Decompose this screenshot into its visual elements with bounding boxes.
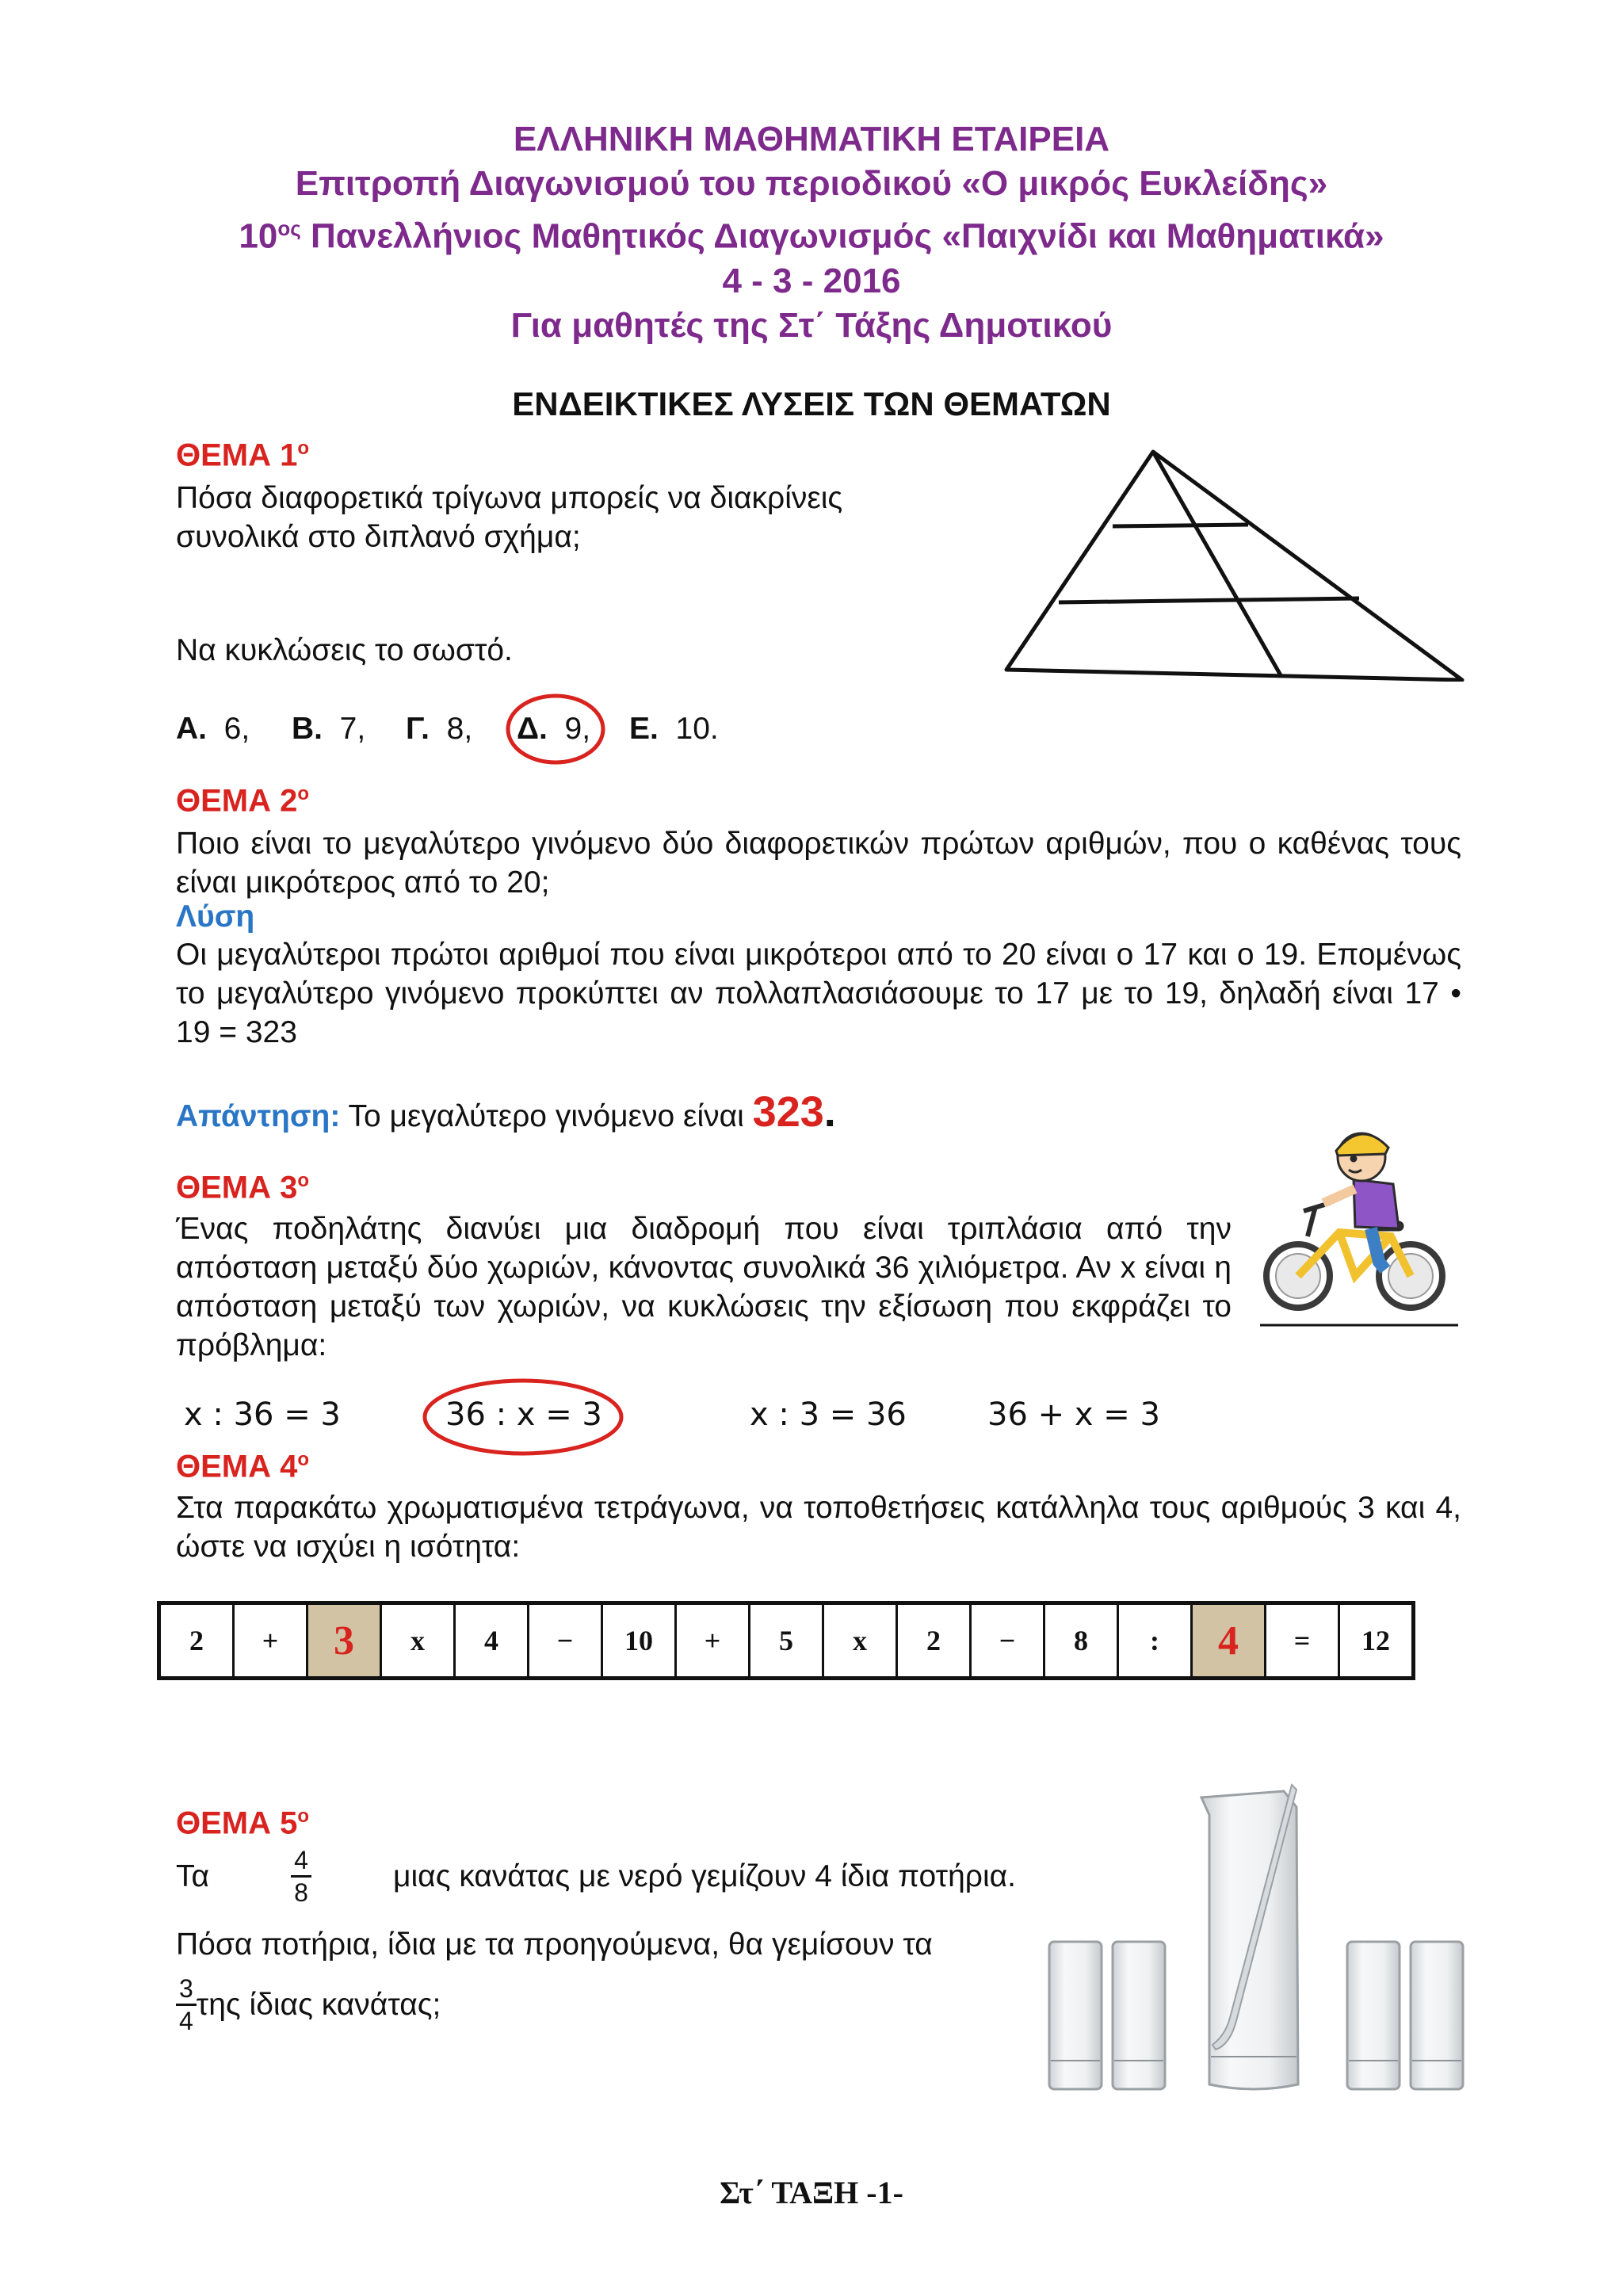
society-name: ΕΛΛΗΝΙΚΗ ΜΑΘΗΜΑΤΙΚΗ ΕΤΑΙΡΕΙΑ <box>513 120 1110 159</box>
option-d[interactable]: Δ. 9, <box>517 712 591 746</box>
topic5-question <box>176 1845 1016 2036</box>
cyclist-illustration <box>1260 1117 1458 1333</box>
fraction-4-8: $\frac{4}{8}$ <box>291 1845 311 1908</box>
grid-cell: 10 <box>602 1603 676 1679</box>
topic4-heading: ΘΕΜΑ $4^o$ <box>176 1449 310 1484</box>
equation-grid <box>157 1601 1415 1680</box>
topic4-question: Στα παρακάτω χρωματισμένα τετράγωνα, να τοποθετήσεις κατάλληλα τους αριθμούς 3 και 4, ώστε να ισχύει η ισότητα: <box>176 1491 1461 1564</box>
grid-cell: 2 <box>897 1603 971 1679</box>
page-footer: Στ΄ ΤΑΞΗ -1- <box>720 2175 903 2210</box>
equation-4[interactable]: 36 + x = 3 <box>987 1396 1160 1433</box>
topic1-question: Πόσα διαφορετικά τρίγωνα μπορείς να διακρίνεις συνολικά στο διπλανό σχήμα; <box>176 481 843 554</box>
topic3-question: Ένας ποδηλάτης διανύει μια διαδρομή που είναι τριπλάσια από την απόσταση μεταξύ δύο χωριών, κάνοντας συνολικά 36 χιλιόμετρα. Αν x είναι η απόσταση μεταξύ των χωριών, να κυκλώσεις την εξίσωση που εκφράζει το πρόβλημα: <box>176 1212 1232 1362</box>
topic2-question: Ποιο είναι το μεγαλύτερο γινόμενο δύο διαφορετικών πρώτων αριθμών, που ο καθένας τους είναι μικρότερος από το 20; <box>176 827 1461 900</box>
committee-line: Επιτροπή Διαγωνισμού του περιοδικού «Ο μικρός Ευκλείδης» <box>295 164 1328 203</box>
topic5-line3: $\frac{3}{4}$ της ίδιας κανάτας; <box>176 1973 1016 2036</box>
equation-circle-icon <box>420 1376 626 1458</box>
grid-cell: = <box>1266 1603 1339 1679</box>
fraction-3-4: $\frac{3}{4}$ <box>176 1973 197 2036</box>
answer-value: 323 <box>752 1088 824 1136</box>
grid-cell: + <box>676 1603 750 1679</box>
topic5-heading: ΘΕΜΑ $5^o$ <box>176 1805 310 1841</box>
grid-cell: x <box>381 1603 455 1679</box>
topic1-heading: ΘΕΜΑ $1^o$ <box>176 437 310 473</box>
grid-cell: 12 <box>1339 1603 1414 1679</box>
topic3-heading: ΘΕΜΑ $3^o$ <box>176 1170 310 1205</box>
grid-cell: 4 <box>455 1603 529 1679</box>
equation-1[interactable]: x : 36 = 3 <box>184 1396 341 1433</box>
equation-2[interactable]: 36 : x = 3 <box>445 1396 602 1433</box>
option-b[interactable]: Β. 7, <box>292 712 366 746</box>
grade-line: Για μαθητές της Στ΄ Τάξης Δημοτικού <box>510 305 1113 345</box>
competition-date: 4 - 3 - 2016 <box>722 261 901 300</box>
topic5-line2: Πόσα ποτήρια, ίδια με τα προηγούμενα, θα γεμίσουν τα <box>176 1927 933 1962</box>
grid-cell: + <box>234 1603 307 1679</box>
grid-row <box>159 1603 1414 1679</box>
grid-cell: : <box>1118 1603 1192 1679</box>
grid-cell: 2 <box>159 1603 234 1679</box>
equation-3[interactable]: x : 3 = 36 <box>750 1396 907 1433</box>
grid-cell: 8 <box>1044 1603 1118 1679</box>
document-header <box>0 117 1623 348</box>
answer-circle-icon <box>504 691 607 767</box>
topic2-solution: Οι μεγαλύτεροι πρώτοι αριθμοί που είναι μικρότεροι από το 20 είναι ο 17 και ο 19. Επομένως το μεγαλύτερο γινόμενο προκύπτει αν πολλαπλασιάσουμε το 17 με το 19, δηλαδή είναι 17 • 19 = 323 <box>176 938 1461 1049</box>
option-a[interactable]: Α. 6, <box>176 712 250 746</box>
solution-label: Λύση <box>176 900 255 934</box>
solutions-title: ΕΝΔΕΙΚΤΙΚΕΣ ΛΥΣΕΙΣ ΤΩΝ ΘΕΜΑΤΩΝ <box>512 385 1111 422</box>
topic2-answer: Απάντηση: Το μεγαλύτερο γινόμενο είναι 323. <box>176 1088 836 1136</box>
pitcher-glasses-illustration <box>1046 1783 1466 2092</box>
competition-line: $10^{o\varsigma}$ Πανελλήνιος Μαθητικός Διαγωνισμός «Παιχνίδι και Μαθηματικά» <box>239 216 1384 256</box>
grid-cell-highlighted[interactable]: 3 <box>307 1603 381 1679</box>
grid-cell: 5 <box>750 1603 823 1679</box>
grid-cell: − <box>529 1603 602 1679</box>
grid-cell: − <box>971 1603 1044 1679</box>
topic1-instruction: Να κυκλώσεις το σωστό. <box>176 633 513 667</box>
grid-cell-highlighted[interactable]: 4 <box>1192 1603 1266 1679</box>
option-e[interactable]: Ε. 10. <box>629 712 719 746</box>
triangle-figure <box>999 444 1474 682</box>
grid-cell: x <box>823 1603 897 1679</box>
topic2-heading: ΘΕΜΑ $2^o$ <box>176 783 310 819</box>
option-c[interactable]: Γ. 8, <box>406 712 473 746</box>
topic5-line1: Τα $\frac{4}{8}$ μιας κανάτας με νερό γεμίζουν 4 ίδια ποτήρια. <box>176 1846 1016 1907</box>
